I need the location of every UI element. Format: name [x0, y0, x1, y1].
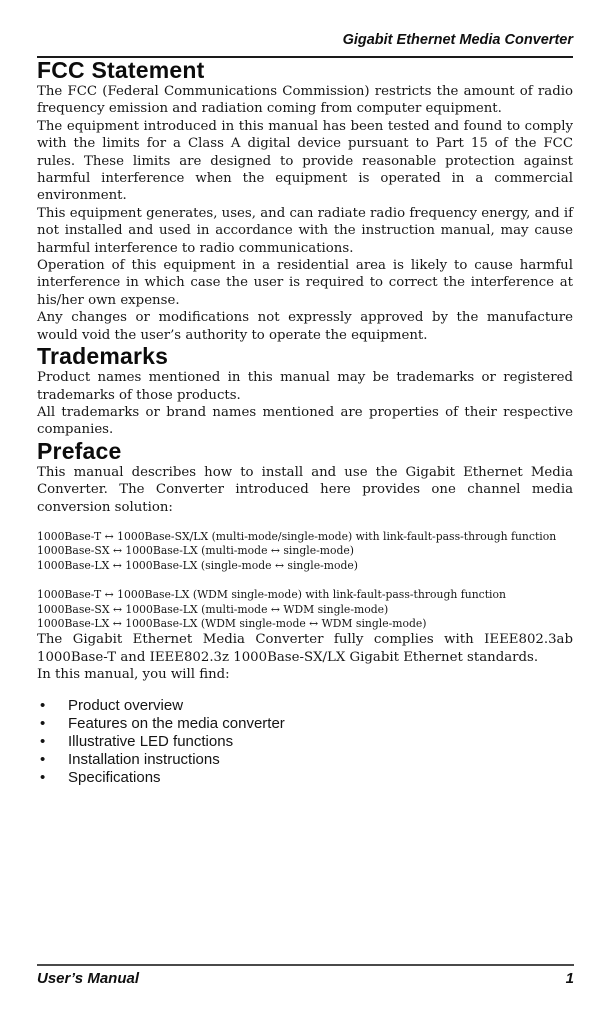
fcc-statement-heading: FCC Statement [37, 57, 205, 83]
fcc-paragraph: Any changes or modifications not expressly approved by the manufacture would void the user’s authority to operate the equipment. [37, 310, 573, 343]
preface-intro-paragraph: This manual describes how to install and use the Gigabit Ethernet Media Converter. The Converter introduced here provides one channel media conversion solution: [37, 464, 573, 515]
list-item [37, 769, 573, 787]
conversion-mode-list-1 [37, 530, 573, 573]
list-item-label: Illustrative LED functions [68, 732, 234, 750]
bullet-icon: • [40, 696, 46, 714]
conversion-mode-line: 1000Base-SX ↔ 1000Base-LX (multi-mode ↔ WDM single-mode) [37, 602, 389, 616]
manual-contents-list [37, 697, 573, 787]
conversion-mode-line: 1000Base-LX ↔ 1000Base-LX (WDM single-mode ↔ WDM single-mode) [37, 616, 427, 630]
conversion-mode-line: 1000Base-T ↔ 1000Base-LX (WDM single-mode) with link-fault-pass-through function [37, 588, 506, 602]
footer-row [37, 970, 574, 987]
page-header [37, 33, 573, 58]
page-content [0, 33, 610, 787]
manual-contents-intro: In this manual, you will find: [37, 667, 230, 683]
conversion-mode-line: 1000Base-T ↔ 1000Base-SX/LX (multi-mode/single-mode) with link-fault-pass-through function [37, 529, 557, 543]
fcc-paragraph: The FCC (Federal Communications Commission) restricts the amount of radio frequency emission and radiation coming from computer equipment. [37, 84, 573, 117]
section-preface [37, 439, 573, 787]
fcc-paragraph: The equipment introduced in this manual has been tested and found to comply with the limits for a Class A digital device pursuant to Part 15 of the FCC rules. These limits are designed to provide reasonable protection against harmful interference when the equipment is operated in a commercial environment. [37, 118, 573, 204]
list-item-label: Product overview [68, 696, 184, 714]
trademarks-paragraph: All trademarks or brand names mentioned are properties of their respective companies. [37, 404, 573, 438]
page-footer [37, 964, 574, 987]
list-item [37, 751, 573, 769]
section-fcc-statement [37, 58, 573, 344]
footer-rule [37, 964, 574, 966]
trademarks-paragraph: Product names mentioned in this manual may be trademarks or registered trademarks of those products. [37, 370, 573, 403]
page-number: 1 [565, 970, 574, 987]
list-item-label: Features on the media converter [68, 714, 285, 732]
trademarks-heading: Trademarks [37, 343, 169, 370]
bullet-icon: • [40, 714, 46, 732]
header-title: Gigabit Ethernet Media Converter [342, 32, 573, 48]
conversion-mode-line: 1000Base-SX ↔ 1000Base-LX (multi-mode ↔ single-mode) [37, 544, 354, 558]
compliance-paragraph: The Gigabit Ethernet Media Converter fully complies with IEEE802.3ab 1000Base-T and IEEE802.3z 1000Base-SX/LX Gigabit Ethernet standards. [37, 632, 573, 665]
footer-label: User’s Manual [37, 970, 139, 987]
bullet-icon: • [40, 750, 46, 768]
conversion-mode-line: 1000Base-LX ↔ 1000Base-LX (single-mode ↔ single-mode) [37, 558, 359, 572]
conversion-mode-list-2 [37, 588, 573, 631]
fcc-paragraph: Operation of this equipment in a residential area is likely to cause harmful interference in which case the user is required to correct the interference at his/her own expense. [37, 258, 573, 308]
list-item [37, 715, 573, 733]
list-item-label: Installation instructions [68, 750, 220, 768]
fcc-paragraph: This equipment generates, uses, and can radiate radio frequency energy, and if not installed and used in accordance with the instruction manual, may cause harmful interference to radio communications. [37, 205, 573, 256]
bullet-icon: • [40, 732, 46, 750]
list-item [37, 697, 573, 715]
section-trademarks [37, 344, 573, 439]
bullet-icon: • [40, 768, 46, 786]
preface-heading: Preface [37, 437, 122, 464]
list-item [37, 733, 573, 751]
list-item-label: Specifications [68, 768, 161, 786]
